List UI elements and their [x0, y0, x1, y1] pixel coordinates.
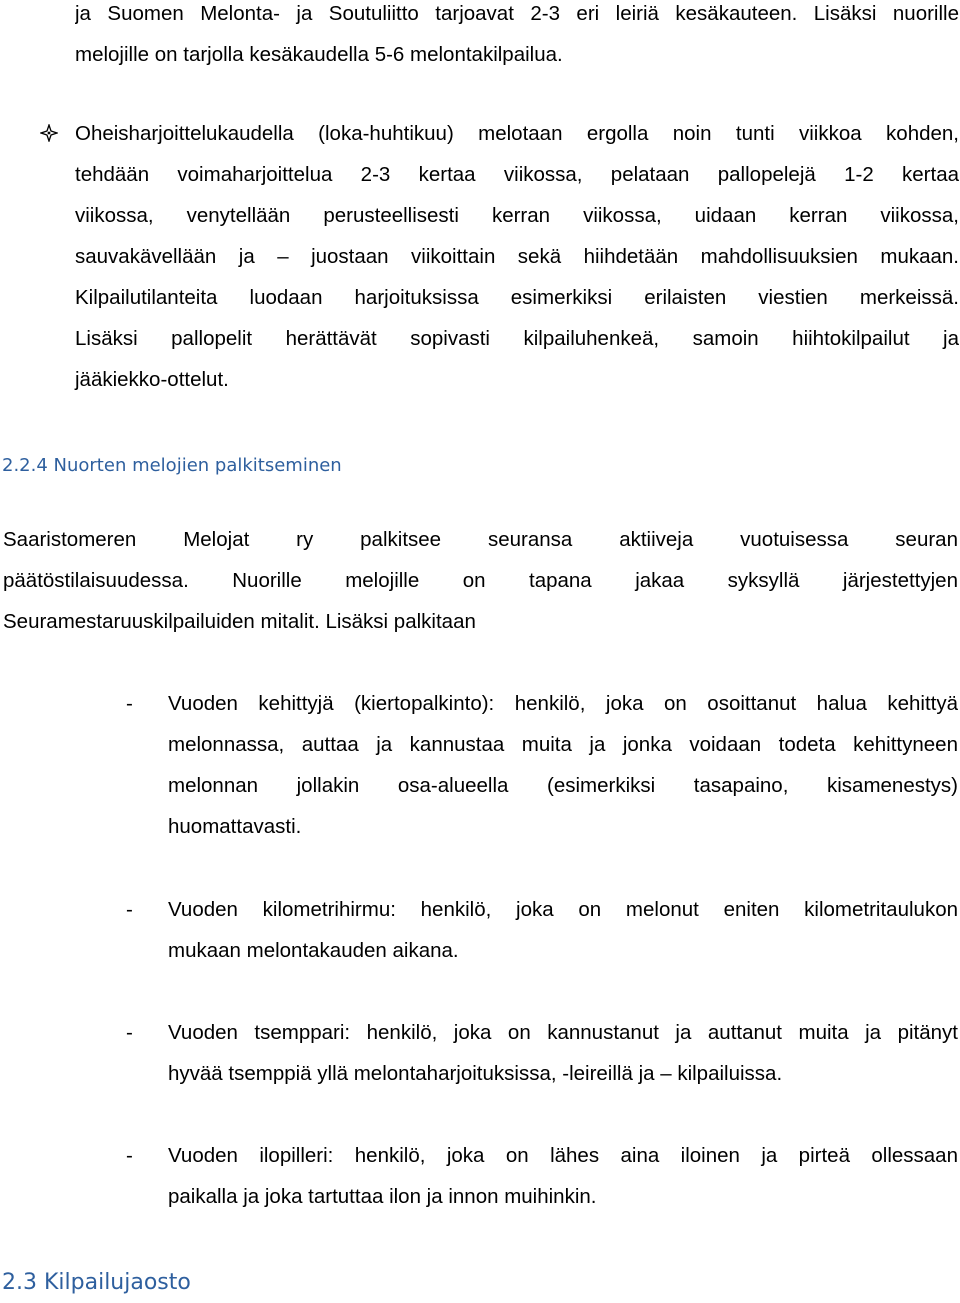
text-line: ja Suomen Melonta- ja Soutuliitto tarjoavat 2-3 eri leiriä kesäkauteen. Lisäksi nuorille: [75, 2, 959, 25]
text-line: melonnassa, auttaa ja kannustaa muita ja jonka voidaan todeta kehittyneen: [168, 733, 958, 756]
text-line: viikossa, venytellään perusteellisesti kerran viikossa, uidaan kerran viikossa,: [75, 204, 959, 227]
text-line: paikalla ja joka tartuttaa ilon ja innon muihinkin.: [168, 1185, 597, 1208]
text-line: melojille on tarjolla kesäkaudella 5-6 melontakilpailua.: [75, 43, 563, 66]
top-paragraph: [75, 0, 959, 75]
text-line: Vuoden ilopilleri: henkilö, joka on lähes aina iloinen ja pirteä ollessaan: [168, 1144, 958, 1167]
section-heading: 2.2.4 Nuorten melojien palkitseminen: [2, 455, 342, 476]
text-line: hyvää tsemppiä yllä melontaharjoituksissa, -leireillä ja – kilpailuissa.: [168, 1062, 783, 1085]
award-item: [168, 1135, 958, 1217]
text-line: Kilpailutilanteita luodaan harjoituksissa esimerkiksi erilaisten viestien merkeissä.: [75, 286, 959, 309]
intro-paragraph: [3, 519, 958, 642]
text-line: Lisäksi pallopelit herättävät sopivasti kilpailuhenkeä, samoin hiihtokilpailut ja: [75, 327, 959, 350]
text-line: Seuramestaruuskilpailuiden mitalit. Lisäksi palkitaan: [3, 610, 476, 633]
text-line: sauvakävellään ja – juostaan viikoittain sekä hiihdetään mahdollisuuksien mukaan.: [75, 245, 959, 268]
list-dash: -: [126, 692, 133, 715]
text-line: jääkiekko-ottelut.: [75, 368, 229, 391]
award-item: [168, 889, 958, 971]
text-line: mukaan melontakauden aikana.: [168, 939, 459, 962]
text-line: huomattavasti.: [168, 815, 302, 838]
text-line: Vuoden kehittyjä (kiertopalkinto): henkilö, joka on osoittanut halua kehittyä: [168, 692, 958, 715]
text-line: päätöstilaisuudessa. Nuorille melojille on tapana jakaa syksyllä järjestettyjen: [3, 569, 958, 592]
diamond-bullet-icon: [40, 124, 58, 142]
list-dash: -: [126, 1144, 133, 1167]
text-line: Vuoden tsemppari: henkilö, joka on kannustanut ja auttanut muita ja pitänyt: [168, 1021, 958, 1044]
section-heading: 2.3 Kilpailujaosto: [2, 1270, 191, 1295]
award-item: [168, 1012, 958, 1094]
award-item: [168, 683, 958, 847]
text-line: Saaristomeren Melojat ry palkitsee seuransa aktiiveja vuotuisessa seuran: [3, 528, 958, 551]
text-line: Oheisharjoittelukaudella (loka-huhtikuu) melotaan ergolla noin tunti viikkoa kohden,: [75, 122, 959, 145]
text-line: melonnan jollakin osa-alueella (esimerkiksi tasapaino, kisamenestys): [168, 774, 958, 797]
bullet-paragraph: [75, 113, 959, 400]
text-line: Vuoden kilometrihirmu: henkilö, joka on melonut eniten kilometritaulukon: [168, 898, 958, 921]
text-line: tehdään voimaharjoittelua 2-3 kertaa viikossa, pelataan pallopelejä 1-2 kertaa: [75, 163, 959, 186]
list-dash: -: [126, 1021, 133, 1044]
list-dash: -: [126, 898, 133, 921]
